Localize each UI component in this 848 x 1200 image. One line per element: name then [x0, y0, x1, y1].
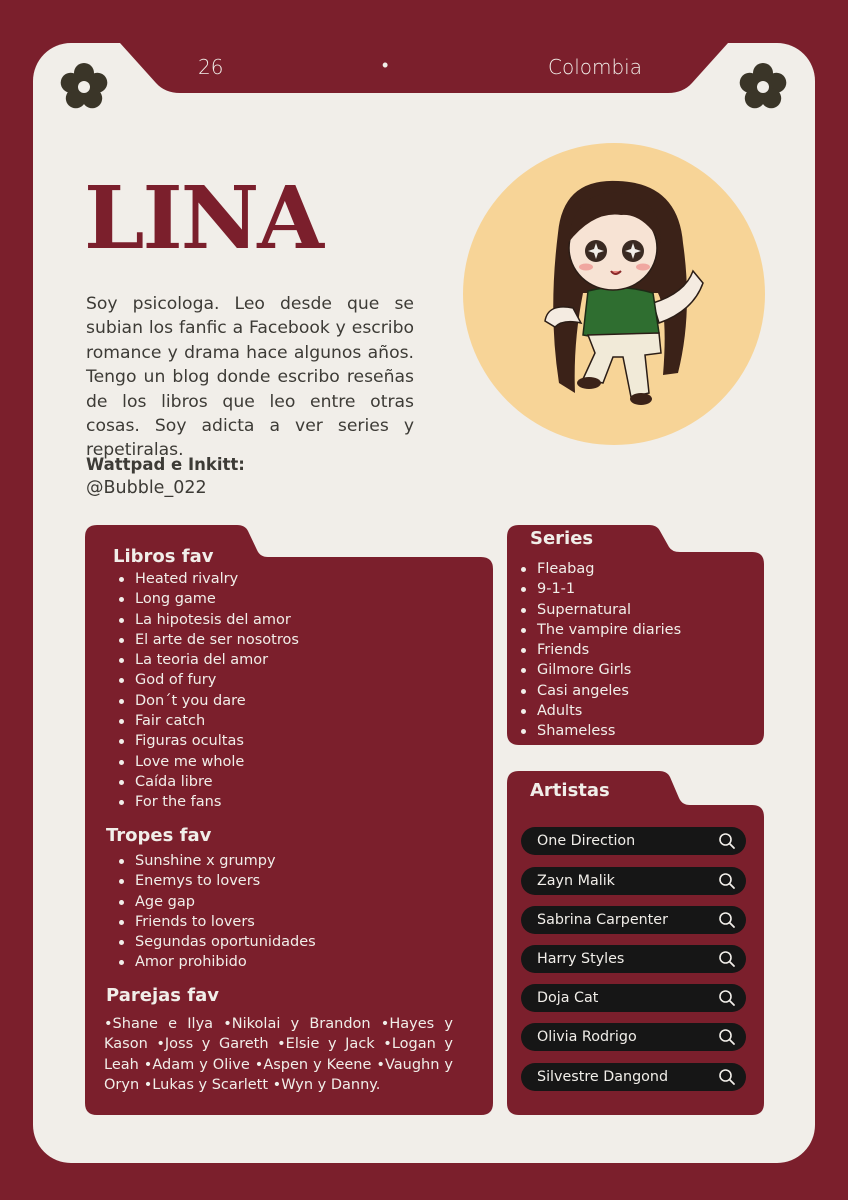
profile-name: LINA	[84, 168, 323, 269]
list-item: 9-1-1	[517, 579, 681, 599]
profile-handle: @Bubble_022	[86, 478, 207, 498]
series-title: Series	[530, 528, 594, 549]
list-item: Supernatural	[517, 600, 681, 620]
artist-search-pill[interactable]	[521, 984, 746, 1012]
artist-search-pill[interactable]	[521, 945, 746, 973]
artist-name: One Direction	[537, 833, 636, 849]
series-list	[517, 559, 681, 742]
couples-title: Parejas fav	[106, 985, 219, 1006]
flower-icon	[738, 62, 788, 112]
search-icon[interactable]	[718, 872, 736, 890]
list-item: Age gap	[115, 892, 316, 912]
list-item: Fair catch	[115, 711, 299, 731]
artist-search-pill[interactable]	[521, 867, 746, 895]
avatar	[463, 143, 765, 445]
list-item: Sunshine x grumpy	[115, 851, 316, 871]
artist-search-pill[interactable]	[521, 1023, 746, 1051]
artist-search-pill[interactable]	[521, 906, 746, 934]
tropes-title: Tropes fav	[106, 825, 212, 846]
chibi-illustration	[463, 143, 765, 445]
list-item: Long game	[115, 589, 299, 609]
list-item: Caída libre	[115, 772, 299, 792]
search-icon[interactable]	[718, 911, 736, 929]
artist-name: Silvestre Dangond	[537, 1069, 669, 1085]
country-label: Colombia	[548, 55, 642, 79]
artist-search-pill[interactable]	[521, 827, 746, 855]
header-separator: •	[382, 55, 389, 76]
flower-icon	[59, 62, 109, 112]
list-item: Segundas oportunidades	[115, 932, 316, 952]
list-item: Adults	[517, 701, 681, 721]
age-label: 26	[198, 55, 224, 79]
artist-name: Doja Cat	[537, 990, 599, 1006]
search-icon[interactable]	[718, 950, 736, 968]
artist-name: Sabrina Carpenter	[537, 912, 668, 928]
profile-bio: Soy psicologa. Leo desde que se subian los fanfic a Facebook y escribo romance y drama hace algunos años. Tengo un blog donde escribo reseñas de los libros que leo entre otras cosas. Soy adicta a ver series y repetiralas.	[86, 294, 414, 461]
artist-name: Harry Styles	[537, 951, 625, 967]
list-item: The vampire diaries	[517, 620, 681, 640]
list-item: Friends to lovers	[115, 912, 316, 932]
list-item: Heated rivalry	[115, 569, 299, 589]
list-item: Enemys to lovers	[115, 871, 316, 891]
list-item: El arte de ser nosotros	[115, 630, 299, 650]
list-item: Gilmore Girls	[517, 660, 681, 680]
books-list	[115, 569, 299, 813]
tropes-list	[115, 851, 316, 973]
list-item: La hipotesis del amor	[115, 610, 299, 630]
search-icon[interactable]	[718, 832, 736, 850]
search-icon[interactable]	[718, 989, 736, 1007]
list-item: Love me whole	[115, 752, 299, 772]
couples-text: •Shane e Ilya •Nikolai y Brandon •Hayes y Kason •Joss y Gareth •Elsie y Jack •Logan y Leah •Adam y Olive •Aspen y Keene •Vaughn y Oryn •Lukas y Scarlett •Wyn y Danny.	[104, 1016, 453, 1094]
artist-name: Olivia Rodrigo	[537, 1029, 637, 1045]
list-item: Casi angeles	[517, 681, 681, 701]
handle-title: Wattpad e Inkitt:	[86, 455, 245, 474]
list-item: For the fans	[115, 792, 299, 812]
list-item: Figuras ocultas	[115, 731, 299, 751]
list-item: Shameless	[517, 721, 681, 741]
artist-name: Zayn Malik	[537, 873, 615, 889]
list-item: La teoria del amor	[115, 650, 299, 670]
list-item: God of fury	[115, 670, 299, 690]
artists-title: Artistas	[530, 780, 610, 801]
list-item: Don´t you dare	[115, 691, 299, 711]
books-title: Libros fav	[113, 546, 214, 567]
list-item: Friends	[517, 640, 681, 660]
search-icon[interactable]	[718, 1068, 736, 1086]
list-item: Amor prohibido	[115, 952, 316, 972]
search-icon[interactable]	[718, 1028, 736, 1046]
artist-search-pill[interactable]	[521, 1063, 746, 1091]
list-item: Fleabag	[517, 559, 681, 579]
